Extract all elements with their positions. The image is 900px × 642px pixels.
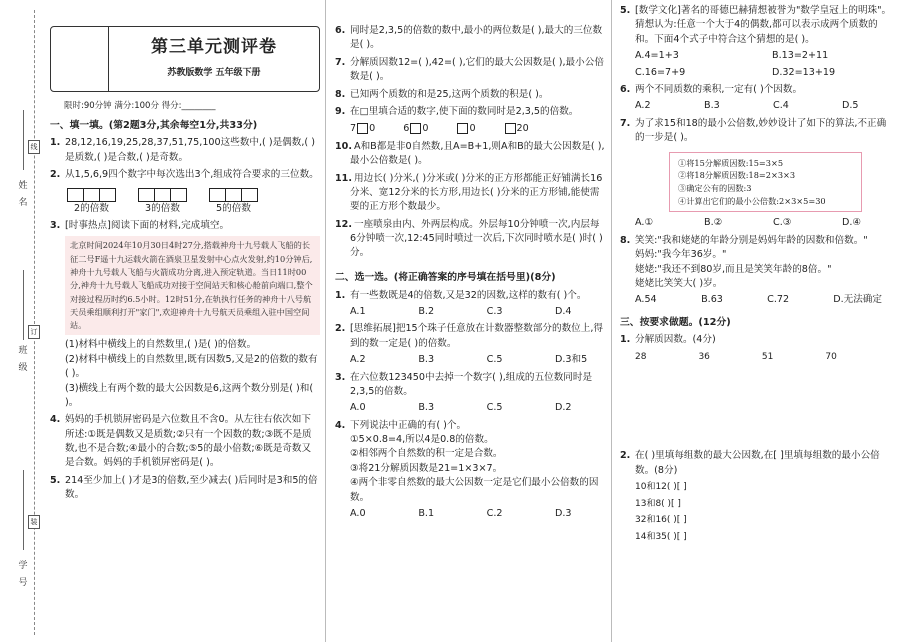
binding-margin <box>0 0 46 642</box>
section-heading: 一、填一填。(第2题3分,其余每空1分,共33分) <box>50 119 258 131</box>
option-a[interactable]: A.1 <box>350 305 366 317</box>
question-number: 10. <box>335 140 352 152</box>
fill-digit-item: 7 0 <box>350 123 376 135</box>
choice-2 <box>335 322 605 367</box>
statement: ②相邻两个自然数的积一定是合数。 <box>350 448 503 460</box>
statement: ③将21分解质因数是21=1×3×7。 <box>350 462 503 474</box>
question-number: 1. <box>50 137 61 149</box>
question-number: 12. <box>335 218 352 230</box>
page-title: 第三单元测评卷 <box>151 37 277 57</box>
choice-1 <box>335 289 605 320</box>
question-text: 姥姥比笑笑大( )岁。 <box>635 277 723 289</box>
question-number: 6. <box>335 25 346 36</box>
digit-square[interactable] <box>357 123 368 134</box>
option-b[interactable]: B.2 <box>418 305 435 317</box>
section-heading: 三、按要求做题。(12分) <box>620 316 731 328</box>
option-d[interactable]: D.4 <box>554 305 572 317</box>
question-number: 5. <box>50 474 61 486</box>
option-b[interactable]: B.63 <box>701 294 723 306</box>
fill-digit-row <box>350 122 605 136</box>
option-a[interactable]: A.54 <box>635 294 657 306</box>
dialogue-line: 笑笑:"我和姥姥的年龄分别是妈妈年龄的因数和倍数。" <box>635 234 868 246</box>
title-box <box>50 26 320 92</box>
problem-2 <box>620 449 892 544</box>
digit-box-row <box>67 188 320 216</box>
question-text: 214至少加上( )才是3的倍数,至少减去( )后同时是3和5的倍数。 <box>65 474 318 501</box>
choice-3 <box>335 371 605 416</box>
algorithm-step: ④计算出它们的最小公倍数:2×3×5=30 <box>678 195 826 206</box>
question-text: 分解质因数。(4分) <box>635 334 716 346</box>
name-label: 姓名 <box>16 180 27 214</box>
option-a[interactable]: A.0 <box>350 402 366 414</box>
question-number: 2. <box>335 323 346 335</box>
class-label: 班级 <box>16 345 27 379</box>
question-number: 1. <box>335 289 346 301</box>
option-d[interactable]: D.5 <box>842 100 859 112</box>
question-1 <box>50 136 320 165</box>
option-b[interactable]: B.13=2+11 <box>772 50 829 62</box>
sub-question: (3)横线上有两个数的最大公因数是6,这两个数分别是( )和( )。 <box>65 382 314 408</box>
digit-box[interactable] <box>225 188 242 202</box>
statement: ①5×0.8=4,所以4是0.8的倍数。 <box>350 434 494 446</box>
algorithm-step: ①将15分解质因数:15=3×5 <box>678 157 784 168</box>
name-blank[interactable] <box>23 110 24 170</box>
section-heading: 二、选一选。(将正确答案的序号填在括号里)(8分) <box>335 271 556 283</box>
column-2 <box>335 0 605 642</box>
question-number: 2. <box>620 450 631 462</box>
cut-line <box>34 10 35 635</box>
option-b[interactable]: B.1 <box>418 508 435 520</box>
digit-box[interactable] <box>83 188 100 202</box>
question-text: 有一些数既是4的倍数,又是32的因数,这样的数有( )个。 <box>350 289 587 301</box>
digit-square[interactable] <box>410 123 421 134</box>
sub-question: (2)材料中横线上的自然数里,既有因数5,又是2的倍数的数有( )。 <box>65 353 318 380</box>
option-a[interactable]: A.2 <box>635 100 651 112</box>
options-row <box>635 49 892 63</box>
option-c[interactable]: C.72 <box>767 294 790 306</box>
choice-5 <box>620 4 892 80</box>
digit-box-label: 3的倍数 <box>145 202 180 214</box>
question-5 <box>50 474 320 503</box>
digit-box[interactable] <box>241 188 258 202</box>
question-text: 已知两个质数的和是25,这两个质数的积是( )。 <box>350 88 549 100</box>
algorithm-step: ②将18分解质因数:18=2×3×3 <box>678 170 796 181</box>
id-blank[interactable] <box>23 470 24 550</box>
number-item: 28 <box>635 351 647 362</box>
option-d[interactable]: D.3 <box>554 508 572 520</box>
question-text: 在六位数123450中去掉一个数字( ),组成的五位数同时是2,3,5的倍数。 <box>350 371 593 397</box>
question-number: 2. <box>50 169 61 181</box>
option-c[interactable]: C.16=7+9 <box>635 66 686 78</box>
option-d[interactable]: D.无法确定 <box>833 294 882 306</box>
fill-digit-item: 6 0 <box>403 123 429 135</box>
question-text: 妈妈的手机锁屏密码是六位数且不含0。从左往右依次如下所述:①既是偶数又是质数;②只有一个因数的数;③既不是质数,也不是合数;④最小的合数;⑤5的最小倍数;⑥既是奇数又是合数。妈妈的手机锁屏密码是( )。 <box>65 414 312 469</box>
digit-box-group <box>67 188 116 216</box>
question-text: 在□里填合适的数字,使下面的数同时是2,3,5的倍数。 <box>350 105 579 117</box>
pair-list <box>635 481 892 544</box>
question-number: 11. <box>335 172 352 184</box>
option-b[interactable]: B.3 <box>704 100 720 112</box>
options-row <box>635 99 892 113</box>
options-row <box>350 305 605 319</box>
digit-square[interactable] <box>457 123 468 134</box>
pair-item[interactable]: 14和35( )[ ] <box>635 531 687 542</box>
exam-meta: 限时:90分钟 满分:100分 得分:________ <box>64 101 216 111</box>
option-b[interactable]: B.3 <box>418 402 435 414</box>
option-a[interactable]: A.4=1+3 <box>635 50 679 62</box>
option-d[interactable]: D.32=13+19 <box>772 66 836 78</box>
number-item: 36 <box>698 351 710 362</box>
option-a[interactable]: A.0 <box>350 508 366 520</box>
question-7 <box>335 56 605 85</box>
digit-box-group <box>209 188 258 216</box>
option-d[interactable]: D.3和5 <box>554 354 588 366</box>
dialogue-line: 姥姥:"我还不到80岁,而且是笑笑年龄的8倍。" <box>635 263 832 275</box>
page-subtitle: 苏教版数学 五年级下册 <box>167 68 261 78</box>
digit-box[interactable] <box>154 188 171 202</box>
column-divider <box>611 0 612 642</box>
choice-6 <box>620 83 892 114</box>
id-label: 学号 <box>16 560 27 594</box>
options-row <box>635 216 892 230</box>
number-item: 51 <box>761 351 774 362</box>
choice-8 <box>620 234 892 308</box>
question-text: [数学文化]著名的哥德巴赫猜想被誉为"数学皇冠上的明珠"。猜想认为:任意一个大于4的偶数,都可以表示成两个质数的和。下面4个式子中符合这个猜想的是( )。 <box>635 5 892 45</box>
column-1 <box>50 0 320 642</box>
seal-mark: 线 <box>28 140 40 154</box>
question-number: 3. <box>335 371 346 383</box>
option-c[interactable]: C.5 <box>486 402 503 414</box>
question-text: 同时是2,3,5的倍数的数中,最小的两位数是( ),最大的三位数是( )。 <box>350 25 603 51</box>
news-passage: 北京时间2024年10月30日4时27分,搭载神舟十九号载人飞船的长征二号F遥十九运载火箭在酒泉卫星发射中心点火发射,约10分钟后,神舟十九号载人飞船与火箭成功分离,进入预定轨道。当日11时00分,神舟十九号载人飞船成功对接于空间站天和核心舱前向端口,整个对接过程历时约6.5小时。12时51分,在轨执行任务的神舟十八号航天员乘组顺利打开"家门",欢迎神舟十九号航天员乘组入驻中国空间站。 <box>65 236 320 335</box>
choice-4 <box>335 419 605 522</box>
option-c[interactable]: C.3 <box>486 305 503 317</box>
option-d[interactable]: D.2 <box>554 402 572 414</box>
digit-box[interactable] <box>209 188 226 202</box>
pair-item[interactable]: 32和16( )[ ] <box>635 515 687 526</box>
dialogue-line: 妈妈:"我今年36岁。" <box>635 249 727 261</box>
question-12 <box>335 218 605 261</box>
question-number: 9. <box>335 105 346 117</box>
digit-box[interactable] <box>170 188 187 202</box>
question-text: 28,12,16,19,25,28,37,51,75,100这些数中,( )是偶数,( )是质数,( )是合数,( )是奇数。 <box>65 137 315 163</box>
number-list <box>635 351 892 365</box>
title-box-tab <box>51 27 109 91</box>
question-text: 为了求15和18的最小公倍数,妙妙设计了如下的算法,不正确的一步是( )。 <box>635 117 887 144</box>
digit-box[interactable] <box>138 188 155 202</box>
column-divider <box>325 0 326 642</box>
option-d[interactable]: D.④ <box>842 217 862 229</box>
question-text: 一座喷泉由内、外两层构成。外层每10分钟喷一次,内层每6分钟喷一次,12:45同时喷过一次后,下次同时喷水是( )时( )分。 <box>350 218 603 259</box>
question-2 <box>50 168 320 216</box>
question-10 <box>335 140 605 169</box>
question-number: 4. <box>50 414 61 426</box>
algorithm-step: ③确定公有的因数:3 <box>678 182 752 193</box>
question-number: 5. <box>620 5 631 16</box>
question-number: 7. <box>335 56 346 68</box>
question-text: 分解质因数12=( ),42=( ),它们的最大公因数是( ),最小公倍数是( )。 <box>350 56 604 83</box>
option-c[interactable]: C.③ <box>773 217 792 229</box>
question-text: 在( )里填每组数的最大公因数,在[ ]里填每组数的最小公倍数。(8分) <box>635 450 880 476</box>
digit-box-label: 2的倍数 <box>74 202 109 214</box>
digit-box-group <box>138 188 187 216</box>
option-b[interactable]: B.3 <box>418 354 435 366</box>
question-4 <box>50 413 320 471</box>
question-text: [思维拓展]把15个珠子任意放在计数器整数部分的数位上,得到的数一定是( )的倍数。 <box>350 323 603 349</box>
question-text: [时事热点]阅读下面的材料,完成填空。 <box>65 220 230 231</box>
question-11 <box>335 172 605 215</box>
question-9 <box>335 105 605 137</box>
digit-square[interactable] <box>505 123 516 134</box>
fill-digit-item: 0 <box>456 122 475 136</box>
statement: ④两个非零自然数的最大公因数一定是它们最小公倍数的因数。 <box>350 477 599 503</box>
option-a[interactable]: A.① <box>635 217 654 229</box>
question-3 <box>50 219 320 410</box>
option-a[interactable]: A.2 <box>350 354 366 366</box>
option-c[interactable]: C.5 <box>486 354 503 366</box>
pair-item[interactable]: 10和12( )[ ] <box>635 482 687 493</box>
algorithm-box <box>669 152 862 213</box>
question-text: A和B都是非0自然数,且A=B+1,则A和B的最大公因数是( ),最小公倍数是( )。 <box>350 140 605 167</box>
digit-box[interactable] <box>99 188 116 202</box>
question-number: 6. <box>620 83 631 95</box>
question-text: 两个不同质数的乘积,一定有( )个因数。 <box>635 83 803 95</box>
digit-box-label: 5的倍数 <box>216 202 251 214</box>
question-number: 3. <box>50 220 61 231</box>
option-c[interactable]: C.4 <box>773 100 789 112</box>
question-number: 7. <box>620 117 631 129</box>
column-3 <box>620 0 892 642</box>
sub-question: (1)材料中横线上的自然数里,( )是( )的倍数。 <box>65 339 257 351</box>
options-row <box>350 507 605 521</box>
question-6 <box>335 24 605 53</box>
question-number: 8. <box>620 234 631 246</box>
pair-item[interactable]: 13和8( )[ ] <box>635 498 681 509</box>
options-row <box>635 293 892 307</box>
problem-1 <box>620 333 892 446</box>
question-number: 8. <box>335 88 346 100</box>
question-text: 用边长( )分米,( )分米或( )分米的正方形都能正好铺满长16分米、宽12分米的长方形,用边长( )分米的正方形铺,能使需要的正方形个数最少。 <box>350 172 603 213</box>
option-c[interactable]: C.2 <box>486 508 503 520</box>
option-b[interactable]: B.② <box>704 217 723 229</box>
digit-box[interactable] <box>67 188 84 202</box>
answer-space[interactable] <box>635 364 892 446</box>
options-row <box>350 401 605 415</box>
seal-mark: 装 <box>28 515 40 529</box>
question-number: 1. <box>620 334 631 346</box>
options-row <box>635 66 892 80</box>
question-number: 4. <box>335 419 346 431</box>
question-text: 从1,5,6,9四个数字中每次选出3个,组成符合要求的三位数。 <box>65 169 319 181</box>
question-8 <box>335 88 605 102</box>
question-text: 下列说法中正确的有( )个。 <box>350 419 467 431</box>
options-row <box>350 353 605 367</box>
choice-7 <box>620 117 892 231</box>
seal-mark: 订 <box>28 325 40 339</box>
class-blank[interactable] <box>23 270 24 340</box>
number-item: 70 <box>825 351 837 362</box>
fill-digit-item: 20 <box>504 122 529 136</box>
